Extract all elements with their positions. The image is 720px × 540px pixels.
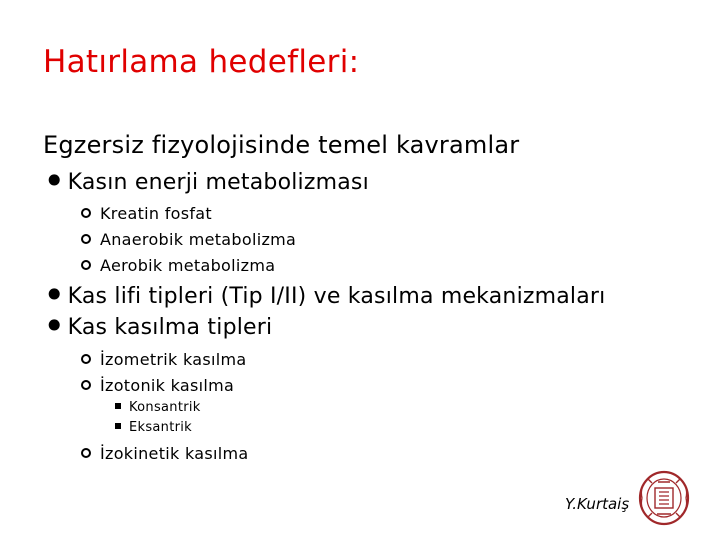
university-seal-icon — [638, 470, 690, 526]
sub-bullet-text: İzokinetik kasılma — [100, 444, 249, 463]
sub-bullet-text: Anaerobik metabolizma — [100, 230, 297, 249]
sub-bullet-aerobic — [81, 256, 275, 275]
ring-bullet-icon — [81, 448, 91, 458]
sub-sub-bullet-text: Konsantrik — [129, 400, 201, 415]
section-heading: Egzersiz fizyolojisinde temel kavramlar — [43, 131, 520, 159]
sub-bullet-isokinetic — [81, 444, 248, 463]
sub-bullet-text: İzometrik kasılma — [100, 350, 247, 369]
sub-bullet-text: Aerobik metabolizma — [100, 256, 276, 275]
ring-bullet-icon — [81, 380, 91, 390]
bullet-text: Kasın enerji metabolizması — [67, 170, 369, 195]
bullet-contraction-types — [43, 304, 273, 348]
sub-bullet-isometric — [81, 350, 247, 369]
author-signature: Y.Kurtaiş — [565, 495, 630, 513]
bullet-dot-icon: • — [43, 159, 66, 203]
ring-bullet-icon — [81, 208, 91, 218]
bullet-fiber-types — [43, 273, 606, 317]
slide-title: Hatırlama hedefleri: — [43, 44, 360, 80]
bullet-dot-icon: • — [43, 304, 66, 348]
sub-bullet-isotonic — [81, 376, 234, 395]
square-bullet-icon — [115, 423, 121, 429]
bullet-text: Kas lifi tipleri (Tip I/II) ve kasılma mekanizmaları — [67, 284, 606, 309]
square-bullet-icon — [115, 403, 121, 409]
sub-sub-bullet-eccentric — [115, 420, 192, 435]
sub-sub-bullet-concentric — [115, 400, 201, 415]
sub-bullet-creatine-phosphate — [81, 204, 212, 223]
bullet-dot-icon: • — [43, 273, 66, 317]
sub-bullet-text: Kreatin fosfat — [100, 204, 212, 223]
ring-bullet-icon — [81, 260, 91, 270]
sub-bullet-anaerobic — [81, 230, 296, 249]
bullet-text: Kas kasılma tipleri — [67, 315, 273, 340]
bullet-energy-metabolism — [43, 159, 369, 203]
ring-bullet-icon — [81, 234, 91, 244]
sub-sub-bullet-text: Eksantrik — [129, 420, 193, 435]
ring-bullet-icon — [81, 354, 91, 364]
sub-bullet-text: İzotonik kasılma — [100, 376, 235, 395]
